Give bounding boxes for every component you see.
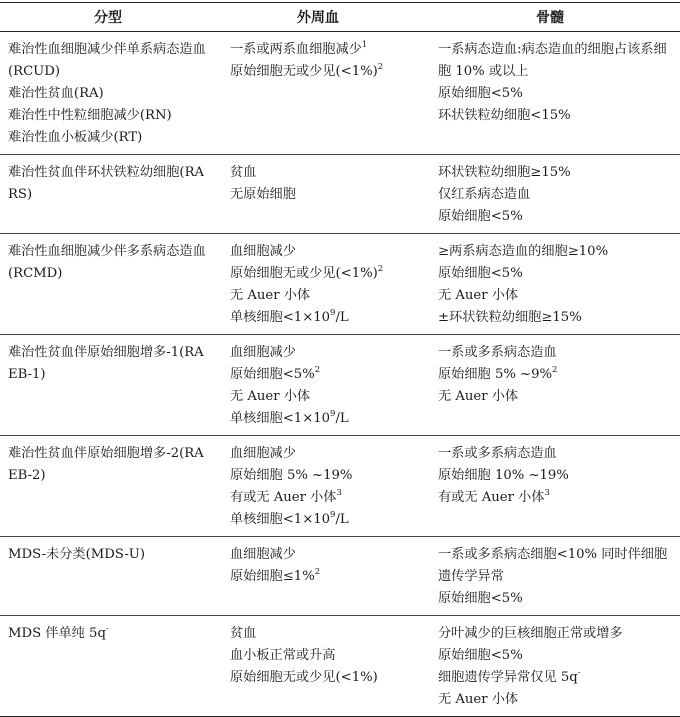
peripheral-line: 血细胞减少 bbox=[230, 547, 296, 562]
peripheral-line: 无 Auer 小体 bbox=[230, 288, 311, 303]
header-type: 分型 bbox=[0, 3, 216, 32]
marrow-line: 无 Auer 小体 bbox=[438, 288, 519, 303]
header-peripheral-blood: 外周血 bbox=[216, 3, 420, 32]
type-line: MDS 伴单纯 5q- bbox=[8, 624, 109, 641]
marrow-line: 原始细胞<5% bbox=[438, 648, 523, 663]
type-cell bbox=[0, 537, 216, 616]
type-line: 难治性血细胞减少伴多系病态造血(RCMD) bbox=[8, 244, 206, 281]
peripheral-line: 无原始细胞 bbox=[230, 187, 296, 202]
peripheral-line: 贫血 bbox=[230, 165, 257, 180]
type-line: 难治性血细胞减少伴单系病态造血(RCUD) bbox=[8, 42, 206, 79]
superscript-minus: - bbox=[577, 668, 581, 678]
marrow-line: 一系或多系病态造血 bbox=[438, 446, 557, 461]
table-row bbox=[0, 436, 680, 537]
marrow-line: 一系或多系病态细胞<10% 同时伴细胞遗传学异常 bbox=[438, 547, 668, 584]
peripheral-cell bbox=[216, 155, 420, 234]
type-cell bbox=[0, 335, 216, 436]
table-row bbox=[0, 155, 680, 234]
type-line: 难治性中性粒细胞减少(RN) bbox=[8, 108, 172, 123]
peripheral-cell bbox=[216, 537, 420, 616]
marrow-cell bbox=[420, 537, 680, 616]
type-cell bbox=[0, 234, 216, 335]
header-bone-marrow: 骨髓 bbox=[420, 3, 680, 32]
marrow-line: 原始细胞 10% ~19% bbox=[438, 468, 569, 483]
type-line: 难治性贫血伴原始细胞增多-1(RAEB-1) bbox=[8, 345, 204, 382]
peripheral-line: 血细胞减少 bbox=[230, 244, 296, 259]
footnote-marker: 3 bbox=[336, 488, 342, 498]
marrow-line: 仅红系病态造血 bbox=[438, 187, 531, 202]
peripheral-line: 血小板正常或升高 bbox=[230, 648, 336, 663]
table-row bbox=[0, 616, 680, 717]
marrow-cell bbox=[420, 155, 680, 234]
type-cell bbox=[0, 155, 216, 234]
peripheral-line: 血细胞减少 bbox=[230, 446, 296, 461]
type-line: 难治性血小板减少(RT) bbox=[8, 130, 143, 145]
peripheral-line: 单核细胞$<1\times 10^9/L$ bbox=[230, 510, 349, 527]
marrow-line: 一系或多系病态造血 bbox=[438, 345, 557, 360]
marrow-cell bbox=[420, 234, 680, 335]
peripheral-line: 原始细胞无或少见(<1%)$^2$ bbox=[230, 62, 384, 79]
footnote-marker: 1 bbox=[361, 40, 368, 50]
exponent: 9 bbox=[330, 409, 336, 419]
marrow-line: 环状铁粒幼细胞<15% bbox=[438, 108, 571, 123]
type-cell bbox=[0, 32, 216, 155]
type-line: 难治性贫血伴环状铁粒幼细胞(RARS) bbox=[8, 165, 205, 202]
marrow-line: ≥两系病态造血的细胞≥10% bbox=[438, 244, 609, 259]
marrow-line: 无 Auer 小体 bbox=[438, 389, 519, 404]
marrow-cell bbox=[420, 436, 680, 537]
peripheral-line: 血细胞减少 bbox=[230, 345, 296, 360]
peripheral-cell bbox=[216, 335, 420, 436]
marrow-line: 细胞遗传学异常仅见 5q- bbox=[438, 668, 581, 685]
footnote-marker: 2 bbox=[552, 365, 558, 375]
peripheral-line: 有或无 Auer 小体$^3$ bbox=[230, 488, 342, 505]
peripheral-cell bbox=[216, 32, 420, 155]
peripheral-line: 单核细胞$<1\times 10^9/L$ bbox=[230, 409, 349, 426]
marrow-cell bbox=[420, 616, 680, 717]
type-line: MDS-未分类(MDS-U) bbox=[8, 547, 146, 562]
peripheral-cell bbox=[216, 616, 420, 717]
mds-classification-table bbox=[0, 2, 680, 717]
superscript-minus: - bbox=[105, 624, 109, 634]
marrow-line: 环状铁粒幼细胞≥15% bbox=[438, 165, 571, 180]
type-cell bbox=[0, 436, 216, 537]
type-line: 难治性贫血伴原始细胞增多-2(RAEB-2) bbox=[8, 446, 204, 483]
marrow-cell bbox=[420, 335, 680, 436]
marrow-cell bbox=[420, 32, 680, 155]
peripheral-line: 原始细胞无或少见(<1%)$^2$ bbox=[230, 264, 384, 281]
type-line: 难治性贫血(RA) bbox=[8, 86, 104, 101]
marrow-line: 有或无 Auer 小体$^3$ bbox=[438, 488, 550, 505]
table-row bbox=[0, 335, 680, 436]
marrow-line: 原始细胞 5% ~9%$^2$ bbox=[438, 365, 558, 382]
peripheral-line: 一系或两系血细胞减少$^1$ bbox=[230, 40, 368, 57]
peripheral-line: 原始细胞<5%$^2$ bbox=[230, 365, 321, 382]
table-row bbox=[0, 234, 680, 335]
marrow-line: 分叶减少的巨核细胞正常或增多 bbox=[438, 626, 623, 641]
exponent: 9 bbox=[330, 308, 336, 318]
peripheral-cell bbox=[216, 436, 420, 537]
type-cell bbox=[0, 616, 216, 717]
peripheral-line: 贫血 bbox=[230, 626, 257, 641]
footnote-marker: 2 bbox=[314, 567, 321, 577]
footnote-marker: 2 bbox=[377, 264, 384, 274]
peripheral-line: 单核细胞$<1\times 10^9/L$ bbox=[230, 308, 349, 325]
marrow-line: 一系病态造血:病态造血的细胞占该系细胞 10% 或以上 bbox=[438, 42, 667, 79]
marrow-line: 无 Auer 小体 bbox=[438, 692, 519, 707]
peripheral-line: 原始细胞无或少见(<1%) bbox=[230, 670, 378, 685]
footnote-marker: 2 bbox=[377, 62, 384, 72]
peripheral-line: 无 Auer 小体 bbox=[230, 389, 311, 404]
marrow-line: 原始细胞<5% bbox=[438, 86, 523, 101]
peripheral-line: 原始细胞≤1%$^2$ bbox=[230, 567, 321, 584]
footnote-marker: 2 bbox=[314, 365, 321, 375]
marrow-line: 原始细胞<5% bbox=[438, 209, 523, 224]
peripheral-line: 原始细胞 5% ~19% bbox=[230, 468, 353, 483]
exponent: 9 bbox=[330, 510, 336, 520]
marrow-line: 原始细胞<5% bbox=[438, 266, 523, 281]
peripheral-cell bbox=[216, 234, 420, 335]
footnote-marker: 3 bbox=[544, 488, 550, 498]
table-row bbox=[0, 32, 680, 155]
marrow-line: 原始细胞<5% bbox=[438, 591, 523, 606]
table-header-row bbox=[0, 3, 680, 32]
table-row bbox=[0, 537, 680, 616]
marrow-line: ±环状铁粒幼细胞≥15% bbox=[438, 310, 582, 325]
